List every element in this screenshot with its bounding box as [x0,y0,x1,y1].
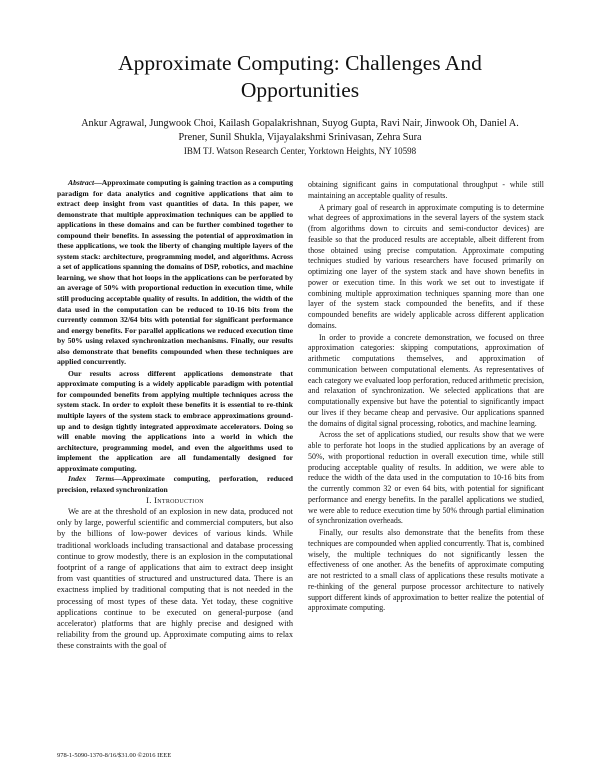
author-list: Ankur Agrawal, Jungwook Choi, Kailash Gopalakrishnan, Suyog Gupta, Ravi Nair, Jinwook Oh, Daniel A. Prener, Sunil Shukla, Vijayalakshmi Srinivasan, Zehra Sura [81,118,519,143]
abstract-paragraph-2: Our results across different applications demonstrate that approximate computing is a widely applicable paradigm with potential for compounded benefits from applying multiple techniques across the system stack. In order to exploit these benefits it is essential to re-think multiple layers of the system stack to embrace approximations ground-up and to design tightly integrated approximate accelerators. Doing so will enable moving the applications into a world in which the architecture, programming model, and even the algorithms used to implement the application are all fundamentally designed for approximate computing. [57,368,293,473]
abstract-text: —Approximate computing is gaining traction as a computing paradigm for data analytics and cognitive applications that aim to extract deep insight from vast quantities of data. In this paper, we demonstrate that multiple approximation techniques can be applied to applications in these domains and can be further combined together to compound their benefits. In assessing the potential of approximation in these applications, we took the liberty of changing multiple layers of the system stack: architecture, programming model, and algorithms. Across a set of applications spanning the domains of DSP, robotics, and machine learning, we show that hot loops in the applications can be perforated by an average of 50% with proportional reduction in execution time, while still producing acceptable quality of results. In addition, the width of the data used in the computation can be reduced to 10-16 bits from the currently common 32/64 bits with potential for significant performance and energy benefits. For parallel applications we reduced execution time by 50% using relaxed synchronization mechanisms. Finally, our results also demonstrate that benefits compounded when these techniques are applied concurrently. [57,178,293,367]
index-terms-text: —Approximate computing, perforation, reduced precision, relaxed synchronization [57,474,293,494]
right-column [308,180,544,615]
intro-paragraph: We are at the threshold of an explosion in new data, produced not only by large, powerful scientific and commercial computers, but also by the billions of low-power devices of various kinds. While traditional workloads including transactional and database processing continue to grow modestly, there is an explosion in the computational footprint of a range of applications that aim to extract deep insight from vast quantities of structured and unstructured data. There is an exactness implied by traditional computing that is not needed in the processing of most types of these data. Yet today, these cognitive applications continue to be executed on general-purpose (and accelerator) platforms that are highly precise and designed with reliability from the ground up. Approximate computing aims to relax these constraints with the goal of [57,506,293,651]
body-paragraph: A primary goal of research in approximate computing is to determine what degrees of approximations in the several layers of the system stack (from algorithms down to circuits and semi-conductor devices) are feasible so that the produced results are acceptable, albeit different from those obtained using precise computation. Approximate computing techniques studied by various researchers have focused primarily on optimizing one layer of the system stack and have shown benefits in power or execution time. In this work we set out to investigate if combining multiple approximation techniques spanning more than one layer of the system stack compounded the benefits, and if these compounded benefits are widely applicable across different application domains. [308,202,544,330]
affiliation: IBM TJ. Watson Research Center, Yorktown Heights, NY 10598 [183,146,417,156]
abstract-label: Abstract [68,178,95,187]
paper-title: Approximate Computing: Challenges And Opportunities [118,51,482,102]
abstract [57,178,293,368]
copyright-footer: 978-1-5090-1370-8/16/$31.00 ©2016 IEEE [57,752,172,759]
body-paragraph: Across the set of applications studied, our results show that we were able to perforate hot loops in the studied applications by an average of 50%, with proportional reduction in overall execution time, while still producing acceptable quality of results. In addition, we were able to reduce the width of the data used in the computation to 10-16 bits from the currently common 32 or even 64 bits, with potential for significant performance and energy benefits. In the parallel applications we studied, we were able to reduce execution time by 50% through partial elimination of synchronization overheads. [308,430,544,526]
left-column [57,178,293,652]
index-terms-label: Index Terms [68,474,115,484]
section-heading-introduction: I. Introduction [146,495,204,506]
body-paragraph: In order to provide a concrete demonstration, we focused on three approximation categories: skipping computations, approximation of arithmetic computations themselves, and approximation of communication between computational elements. As representatives of each category we evaluated loop perforation, reduced arithmetic precision, and relaxation of synchronization. We selected applications that are computationally expensive but have the potential to significantly impact our lives if they became cheap and pervasive. Our applications spanned the domains of digital signal processing, robotics, and machine learning. [308,332,544,428]
body-paragraph: obtaining significant gains in computational throughput - while still maintaining an acceptable quality of results. [308,180,544,200]
index-terms [57,474,293,495]
body-paragraph: Finally, our results also demonstrate that the benefits from these techniques are compounded when applied concurrently. That is, combined wisely, the multiple techniques do not significantly lessen the effectiveness of one another. As the benefits of approximate computing are not restricted to a small class of applications these results motivate a re-thinking of the general purpose processor architecture to natively support different kinds of approximation to better realize the potential of approximate computing. [308,528,544,613]
